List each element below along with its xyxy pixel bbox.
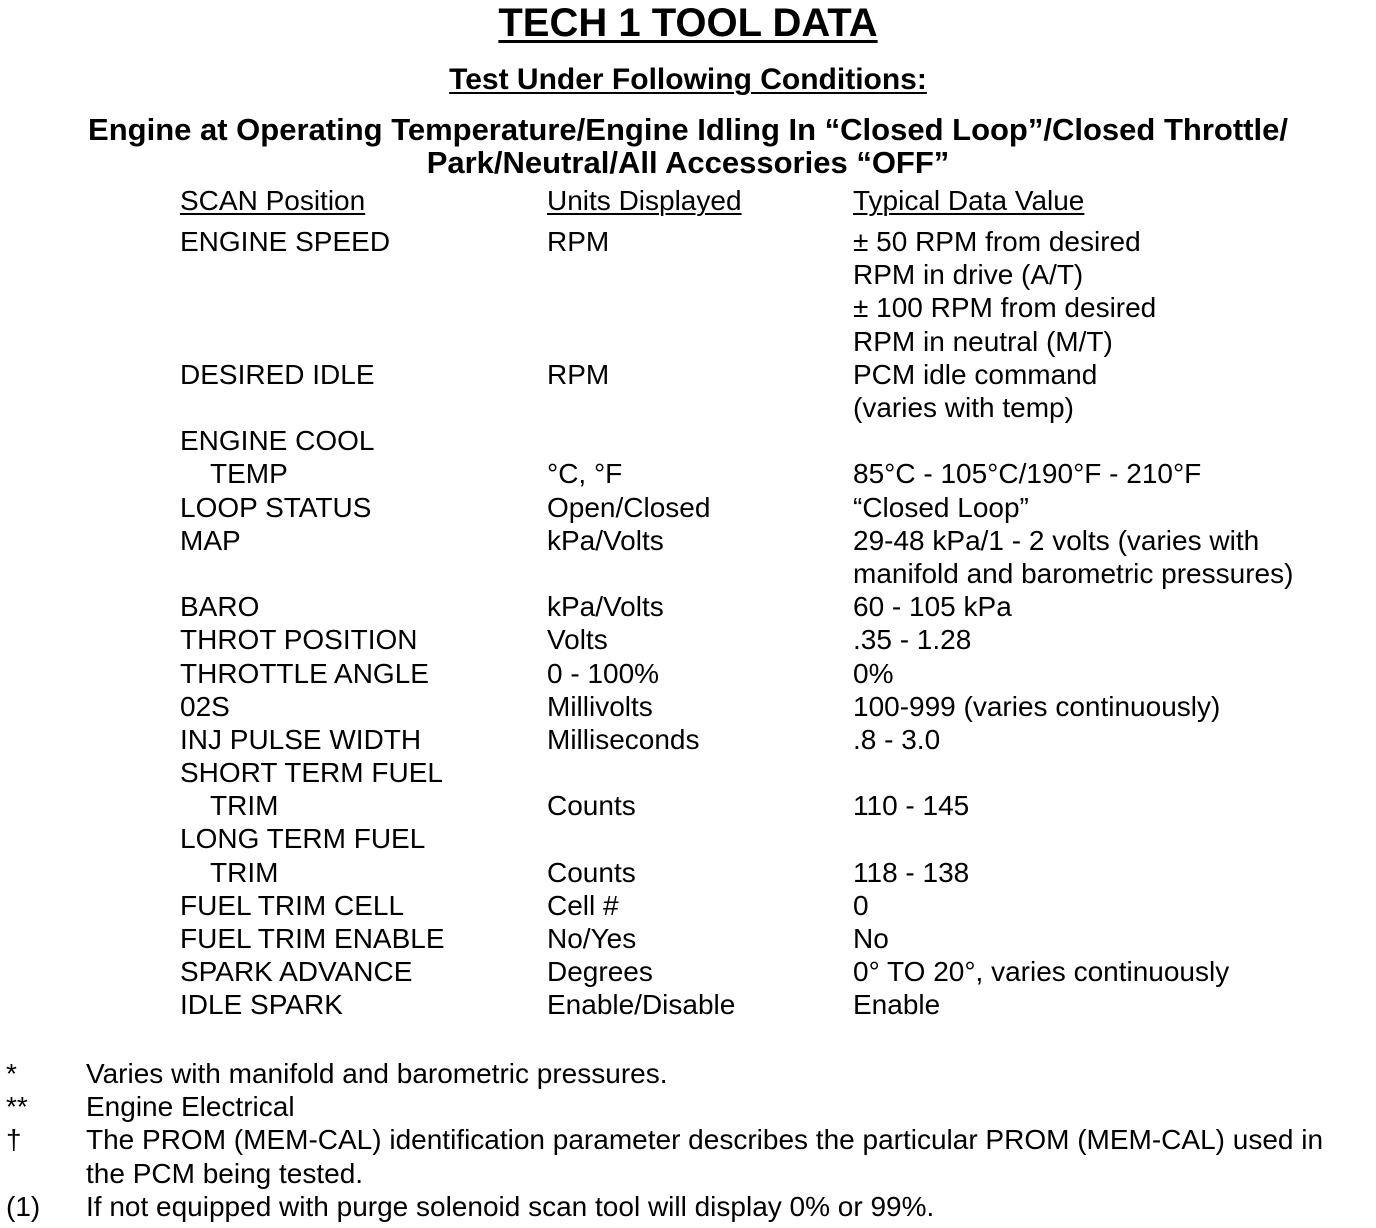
units-cell — [547, 590, 664, 623]
footnote — [0, 1057, 1376, 1090]
units-cell — [547, 524, 664, 557]
scan-position-cell — [180, 623, 418, 656]
typical-value-cell — [853, 225, 1353, 358]
units-cell-line — [547, 822, 636, 855]
typical-value-cell-line: 29-48 kPa/1 - 2 volts (varies with — [853, 524, 1260, 556]
units-cell-line: kPa/Volts — [547, 524, 664, 556]
typical-value-cell-line: 110 - 145 — [853, 790, 970, 822]
footnote-mark: † — [6, 1124, 22, 1156]
scan-position-cell — [180, 590, 259, 623]
units-cell-line: Enable/Disable — [547, 989, 736, 1021]
test-conditions-heading: Test Under Following Conditions: — [449, 63, 927, 96]
table-row — [0, 225, 1376, 358]
units-cell-line: 0 - 100% — [547, 657, 660, 689]
units-cell-line: Millivolts — [547, 690, 653, 722]
typical-value-cell-line: 0 — [853, 889, 869, 921]
typical-value-cell-line — [853, 756, 1353, 789]
units-cell-line: No/Yes — [547, 923, 637, 955]
footnote-text: If not equipped with purge solenoid scan tool will display 0% or 99%. — [86, 1190, 935, 1222]
scan-position-cell — [180, 723, 421, 756]
scan-position-cell — [180, 424, 374, 490]
units-cell-line: Cell # — [547, 889, 619, 921]
typical-value-cell — [853, 955, 1353, 988]
typical-value-cell-line: .8 - 3.0 — [853, 723, 941, 755]
page-title: TECH 1 TOOL DATA — [498, 1, 878, 45]
scan-position-cell-line: ENGINE SPEED — [180, 226, 391, 257]
typical-value-cell-line: “Closed Loop” — [853, 491, 1029, 523]
scan-position-cell — [180, 358, 375, 391]
typical-value-cell-line: .35 - 1.28 — [853, 624, 972, 656]
typical-value-cell-line: 0% — [853, 657, 894, 689]
footnote — [0, 1090, 1376, 1123]
typical-value-cell — [853, 590, 1353, 623]
typical-value-cell — [853, 491, 1353, 524]
typical-value-cell — [853, 988, 1353, 1021]
typical-value-cell — [853, 822, 1353, 888]
typical-value-cell — [853, 690, 1353, 723]
typical-value-cell — [853, 424, 1353, 490]
units-cell — [547, 922, 636, 955]
typical-value-cell-line — [853, 822, 1353, 855]
table-row — [0, 657, 1376, 690]
table-row — [0, 491, 1376, 524]
units-cell-line: RPM — [547, 226, 610, 257]
scan-position-cell-line: THROTTLE ANGLE — [180, 657, 429, 689]
footnote — [0, 1123, 1376, 1189]
conditions-line-2: Park/Neutral/All Accessories “OFF” — [426, 145, 950, 180]
units-cell-line: Milliseconds — [547, 723, 700, 755]
typical-value-cell-line: 100-999 (varies continuously) — [853, 690, 1221, 722]
footnote-text: The PROM (MEM-CAL) identification parameter describes the particular PROM (MEM-CAL) used in the PCM being tested. — [86, 1124, 1324, 1189]
typical-value-cell-line: (varies with temp) — [853, 391, 1074, 423]
scan-position-cell-line: LONG TERM FUEL — [180, 823, 426, 855]
units-cell-line: kPa/Volts — [547, 591, 664, 623]
scan-position-cell — [180, 225, 390, 258]
typical-value-cell — [853, 358, 1353, 424]
scan-position-cell — [180, 524, 241, 557]
footnote-mark: * — [6, 1058, 17, 1089]
scan-position-cell-line: DESIRED IDLE — [180, 358, 375, 390]
scan-position-cell-line: SPARK ADVANCE — [180, 956, 413, 988]
conditions-line-1: Engine at Operating Temperature/Engine Idling In “Closed Loop”/Closed Throttle/ — [88, 112, 1288, 147]
footnote-mark: (1) — [6, 1190, 41, 1222]
scan-position-cell-line: SHORT TERM FUEL — [180, 757, 443, 789]
footnote-mark: ** — [6, 1091, 28, 1123]
test-conditions — [0, 113, 1376, 179]
table-row — [0, 756, 1376, 822]
scan-position-cell — [180, 690, 230, 723]
table-row — [0, 723, 1376, 756]
typical-value-cell-line: ± 50 RPM from desired — [853, 226, 1141, 257]
footnote-text: Engine Electrical — [86, 1091, 295, 1123]
scan-position-cell-line: FUEL TRIM ENABLE — [180, 923, 445, 955]
scan-position-cell-line: TRIM — [210, 856, 279, 888]
typical-value-cell-line: Enable — [853, 989, 941, 1021]
typical-value-cell-line — [853, 424, 1353, 457]
table-row — [0, 590, 1376, 623]
typical-value-cell-line: 85°C - 105°C/190°F - 210°F — [853, 458, 1202, 490]
scan-position-cell — [180, 822, 425, 888]
typical-value-cell-line: RPM in drive (A/T) — [853, 259, 1084, 291]
units-cell — [547, 889, 619, 922]
scan-position-cell — [180, 955, 412, 988]
typical-value-cell-line: ± 100 RPM from desired — [853, 292, 1157, 324]
units-cell-line — [547, 424, 622, 457]
footnote — [0, 1190, 1376, 1223]
typical-value-cell-line: 60 - 105 kPa — [853, 591, 1012, 623]
header-typical-data-value: Typical Data Value — [853, 185, 1085, 216]
units-cell-line: Counts — [547, 856, 636, 888]
scan-position-cell-line: MAP — [180, 524, 241, 556]
scan-position-cell — [180, 988, 343, 1021]
scan-data-table — [0, 225, 1376, 1022]
scan-position-cell-line: ENGINE COOL — [180, 425, 375, 457]
header-scan-position: SCAN Position — [180, 185, 366, 216]
typical-value-cell-line: manifold and barometric pressures) — [853, 557, 1294, 589]
typical-value-cell — [853, 756, 1353, 822]
typical-value-cell-line: No — [853, 923, 889, 955]
typical-value-cell-line: PCM idle command — [853, 358, 1098, 390]
units-cell — [547, 690, 653, 723]
units-cell — [547, 756, 636, 822]
units-cell — [547, 424, 622, 490]
scan-position-cell-line: IDLE SPARK — [180, 989, 343, 1021]
scan-position-cell-line: BARO — [180, 591, 260, 623]
units-cell-line: Volts — [547, 624, 608, 656]
typical-value-cell — [853, 922, 1353, 955]
typical-value-cell — [853, 524, 1353, 590]
table-row — [0, 690, 1376, 723]
typical-value-cell — [853, 889, 1353, 922]
table-row — [0, 524, 1376, 590]
table-row — [0, 922, 1376, 955]
scan-position-cell-line: 02S — [180, 690, 230, 722]
scan-position-cell-line: TRIM — [210, 790, 279, 822]
units-cell — [547, 225, 609, 258]
typical-value-cell — [853, 723, 1353, 756]
header-units-displayed: Units Displayed — [547, 185, 742, 216]
scan-position-cell-line: LOOP STATUS — [180, 491, 372, 523]
scan-position-cell-line: TEMP — [210, 458, 288, 490]
table-row — [0, 889, 1376, 922]
typical-value-cell — [853, 623, 1353, 656]
units-cell-line: Degrees — [547, 956, 653, 988]
units-cell-line: °C, °F — [547, 458, 623, 490]
scan-position-cell-line: THROT POSITION — [180, 624, 418, 656]
table-row — [0, 623, 1376, 656]
scan-position-cell-line: INJ PULSE WIDTH — [180, 723, 422, 755]
units-cell — [547, 623, 608, 656]
units-cell — [547, 491, 710, 524]
footnote-text: Varies with manifold and barometric pressures. — [86, 1058, 668, 1089]
units-cell — [547, 822, 636, 888]
table-row — [0, 955, 1376, 988]
typical-value-cell-line: 118 - 138 — [853, 856, 970, 888]
scan-position-cell — [180, 922, 445, 955]
table-row — [0, 424, 1376, 490]
units-cell — [547, 988, 735, 1021]
units-cell-line: RPM — [547, 358, 610, 390]
units-cell — [547, 358, 609, 391]
scan-position-cell — [180, 491, 371, 524]
units-cell — [547, 723, 700, 756]
scan-position-cell — [180, 657, 429, 690]
units-cell-line: Counts — [547, 790, 636, 822]
units-cell — [547, 657, 659, 690]
units-cell-line — [547, 756, 636, 789]
scan-position-cell — [180, 889, 404, 922]
scan-position-cell-line: FUEL TRIM CELL — [180, 889, 405, 921]
footnotes — [0, 1057, 1376, 1223]
units-cell-line: Open/Closed — [547, 491, 711, 523]
table-row — [0, 358, 1376, 424]
units-cell — [547, 955, 653, 988]
typical-value-cell — [853, 657, 1353, 690]
typical-value-cell-line: RPM in neutral (M/T) — [853, 325, 1113, 357]
scan-position-cell — [180, 756, 443, 822]
typical-value-cell-line: 0° TO 20°, varies continuously — [853, 956, 1230, 988]
table-row — [0, 988, 1376, 1021]
table-row — [0, 822, 1376, 888]
